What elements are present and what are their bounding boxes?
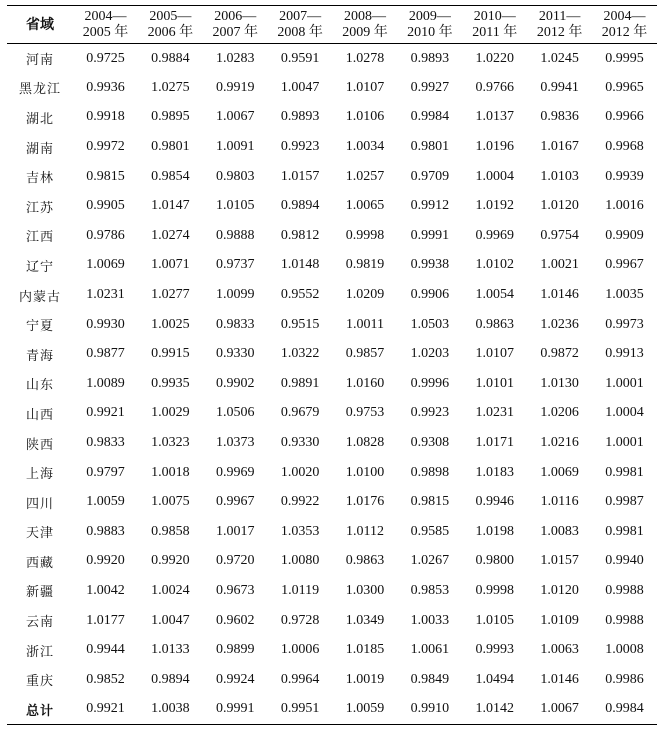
value-cell: 0.9797 bbox=[86, 464, 125, 480]
header-period-end: 2010 年 bbox=[407, 24, 453, 40]
value-cell: 0.9899 bbox=[216, 642, 255, 658]
header-period-end: 2012 年 bbox=[601, 24, 648, 40]
value-cell: 0.9946 bbox=[475, 494, 515, 510]
value-cell: 1.0069 bbox=[540, 464, 579, 480]
table-row bbox=[7, 428, 657, 458]
value-cell: 0.9877 bbox=[86, 346, 125, 362]
value-cell: 0.9766 bbox=[475, 79, 515, 95]
value-cell: 0.9969 bbox=[216, 464, 255, 480]
value-cell: 0.9998 bbox=[475, 582, 515, 598]
value-cell: 0.9753 bbox=[345, 405, 385, 421]
value-cell: 0.9927 bbox=[410, 79, 450, 95]
value-cell: 0.9800 bbox=[475, 553, 515, 569]
value-cell: 0.9863 bbox=[475, 316, 515, 332]
value-cell: 1.0083 bbox=[540, 523, 579, 539]
value-cell: 1.0035 bbox=[605, 287, 644, 303]
table-row bbox=[7, 162, 657, 192]
value-cell: 0.9893 bbox=[280, 109, 320, 125]
value-cell: 1.0503 bbox=[410, 316, 450, 332]
table-row bbox=[7, 665, 657, 695]
value-cell: 0.9863 bbox=[345, 553, 385, 569]
header-period bbox=[73, 6, 138, 44]
header-period-end: 2012 年 bbox=[536, 24, 583, 40]
table-row bbox=[7, 103, 657, 133]
province-name: 青海 bbox=[26, 348, 55, 364]
value-cell: 1.0353 bbox=[280, 523, 320, 539]
province-name: 重庆 bbox=[26, 674, 55, 690]
value-cell: 1.0067 bbox=[216, 109, 255, 125]
table-row bbox=[7, 251, 657, 281]
value-cell: 0.9852 bbox=[86, 671, 125, 687]
value-cell: 1.0183 bbox=[475, 464, 515, 480]
value-cell: 0.9991 bbox=[410, 227, 450, 243]
province-name: 辽宁 bbox=[26, 259, 55, 275]
value-cell: 1.0275 bbox=[151, 79, 190, 95]
province-name: 浙江 bbox=[26, 644, 55, 660]
province-name: 河南 bbox=[26, 53, 55, 69]
value-cell: 0.9986 bbox=[605, 671, 644, 687]
value-cell: 0.9965 bbox=[605, 79, 644, 95]
value-cell: 1.0146 bbox=[540, 671, 579, 687]
value-cell: 1.0033 bbox=[410, 612, 450, 628]
value-cell: 1.0105 bbox=[216, 198, 255, 214]
value-cell: 0.9585 bbox=[410, 523, 450, 539]
value-cell: 0.9981 bbox=[605, 464, 644, 480]
header-period bbox=[268, 6, 333, 44]
value-cell: 0.9966 bbox=[605, 109, 644, 125]
value-cell: 1.0236 bbox=[540, 316, 579, 332]
table-row bbox=[7, 458, 657, 488]
header-row bbox=[7, 6, 657, 44]
value-cell: 0.9552 bbox=[280, 287, 320, 303]
value-cell: 1.0065 bbox=[345, 198, 385, 214]
value-cell: 1.0011 bbox=[346, 316, 384, 332]
table-row bbox=[7, 44, 657, 74]
value-cell: 1.0137 bbox=[475, 109, 515, 125]
value-cell: 0.9673 bbox=[216, 582, 255, 598]
total-label: 总计 bbox=[7, 695, 73, 725]
value-cell: 0.9972 bbox=[86, 139, 125, 155]
value-cell: 0.9801 bbox=[151, 139, 190, 155]
value-cell: 0.9812 bbox=[280, 227, 320, 243]
value-cell: 1.0112 bbox=[346, 523, 384, 539]
value-cell: 1.0061 bbox=[410, 642, 450, 658]
value-cell: 1.0080 bbox=[280, 553, 320, 569]
value-cell: 1.0017 bbox=[216, 523, 255, 539]
value-cell: 1.0025 bbox=[151, 316, 190, 332]
value-cell: 0.9833 bbox=[86, 435, 125, 451]
value-cell: 1.0323 bbox=[151, 435, 190, 451]
header-period-start: 2007— bbox=[279, 8, 322, 24]
value-cell: 0.9725 bbox=[86, 50, 125, 66]
value-cell: 0.9969 bbox=[475, 227, 515, 243]
value-cell: 1.0004 bbox=[475, 168, 515, 184]
value-cell: 0.9915 bbox=[151, 346, 190, 362]
table-row bbox=[7, 547, 657, 577]
value-cell: 1.0063 bbox=[540, 642, 579, 658]
table-row bbox=[7, 606, 657, 636]
value-cell: 0.9833 bbox=[216, 316, 255, 332]
value-cell: 1.0142 bbox=[462, 695, 527, 725]
value-cell: 0.9941 bbox=[540, 79, 579, 95]
province-name: 西藏 bbox=[26, 555, 55, 571]
province-name: 吉林 bbox=[26, 171, 55, 187]
header-period bbox=[397, 6, 462, 44]
value-cell: 1.0148 bbox=[280, 257, 320, 273]
value-cell: 1.0196 bbox=[475, 139, 515, 155]
value-cell: 0.9995 bbox=[605, 50, 644, 66]
value-cell: 1.0373 bbox=[216, 435, 255, 451]
table-row bbox=[7, 487, 657, 517]
value-cell: 1.0198 bbox=[475, 523, 515, 539]
value-cell: 0.9984 bbox=[410, 109, 450, 125]
value-cell: 1.0059 bbox=[86, 494, 125, 510]
value-cell: 0.9996 bbox=[410, 375, 450, 391]
header-province: 省域 bbox=[7, 6, 73, 44]
province-name: 云南 bbox=[26, 615, 55, 631]
value-cell: 1.0160 bbox=[345, 375, 385, 391]
header-period-start: 2011— bbox=[538, 8, 581, 24]
value-cell: 0.9939 bbox=[605, 168, 644, 184]
value-cell: 0.9720 bbox=[216, 553, 255, 569]
value-cell: 1.0157 bbox=[280, 168, 320, 184]
table-row bbox=[7, 399, 657, 429]
province-name: 黑龙江 bbox=[19, 82, 62, 98]
table-row bbox=[7, 191, 657, 221]
province-name: 湖北 bbox=[26, 111, 55, 127]
value-cell: 0.9898 bbox=[410, 464, 450, 480]
value-cell: 1.0185 bbox=[345, 642, 385, 658]
value-cell: 0.9924 bbox=[216, 671, 255, 687]
province-name: 宁夏 bbox=[26, 319, 55, 335]
value-cell: 0.9921 bbox=[86, 405, 125, 421]
value-cell: 0.9754 bbox=[540, 227, 579, 243]
value-cell: 0.9938 bbox=[410, 257, 450, 273]
value-cell: 1.0075 bbox=[151, 494, 190, 510]
value-cell: 0.9895 bbox=[151, 109, 190, 125]
value-cell: 0.9836 bbox=[540, 109, 579, 125]
value-cell: 1.0283 bbox=[216, 50, 255, 66]
value-cell: 0.9801 bbox=[410, 139, 450, 155]
value-cell: 0.9853 bbox=[410, 582, 450, 598]
value-cell: 0.9940 bbox=[605, 553, 644, 569]
value-cell: 0.9920 bbox=[86, 553, 125, 569]
value-cell: 0.9973 bbox=[605, 316, 644, 332]
header-period bbox=[462, 6, 527, 44]
value-cell: 1.0231 bbox=[86, 287, 125, 303]
value-cell: 0.9923 bbox=[410, 405, 450, 421]
value-cell: 1.0116 bbox=[540, 494, 579, 510]
province-name: 湖南 bbox=[26, 141, 55, 157]
header-period-end: 2006 年 bbox=[147, 24, 194, 40]
table-row bbox=[7, 310, 657, 340]
value-cell: 0.9330 bbox=[280, 435, 320, 451]
value-cell: 0.9944 bbox=[86, 642, 125, 658]
header-period-end: 2011 年 bbox=[472, 24, 518, 40]
value-cell: 1.0506 bbox=[216, 405, 255, 421]
province-name: 上海 bbox=[26, 467, 55, 483]
province-name: 江苏 bbox=[26, 200, 55, 216]
value-cell: 0.9987 bbox=[605, 494, 644, 510]
value-cell: 0.9964 bbox=[280, 671, 320, 687]
value-cell: 1.0042 bbox=[86, 582, 125, 598]
value-cell: 0.9803 bbox=[216, 168, 255, 184]
value-cell: 0.9815 bbox=[86, 168, 125, 184]
header-period bbox=[333, 6, 398, 44]
header-period-start: 2008— bbox=[344, 8, 387, 24]
province-name: 山西 bbox=[26, 407, 55, 423]
value-cell: 1.0107 bbox=[475, 346, 515, 362]
value-cell: 0.9515 bbox=[280, 316, 320, 332]
table-header bbox=[7, 6, 657, 44]
value-cell: 0.9918 bbox=[86, 109, 125, 125]
value-cell: 0.9930 bbox=[86, 316, 125, 332]
value-cell: 1.0171 bbox=[475, 435, 515, 451]
value-cell: 1.0105 bbox=[475, 612, 515, 628]
value-cell: 1.0203 bbox=[410, 346, 450, 362]
value-cell: 1.0089 bbox=[86, 375, 125, 391]
value-cell: 1.0021 bbox=[540, 257, 579, 273]
value-cell: 0.9912 bbox=[410, 198, 450, 214]
province-name: 山东 bbox=[26, 378, 55, 394]
value-cell: 0.9891 bbox=[280, 375, 320, 391]
value-cell: 1.0322 bbox=[280, 346, 320, 362]
value-cell: 0.9858 bbox=[151, 523, 190, 539]
value-cell: 1.0001 bbox=[605, 435, 644, 451]
header-period-start: 2004— bbox=[84, 8, 127, 24]
value-cell: 0.9872 bbox=[540, 346, 579, 362]
value-cell: 0.9602 bbox=[216, 612, 255, 628]
value-cell: 0.9709 bbox=[410, 168, 450, 184]
value-cell: 1.0277 bbox=[151, 287, 190, 303]
value-cell: 0.9906 bbox=[410, 287, 450, 303]
value-cell: 1.0206 bbox=[540, 405, 579, 421]
value-cell: 1.0349 bbox=[345, 612, 385, 628]
value-cell: 0.9330 bbox=[216, 346, 255, 362]
header-period-start: 2004— bbox=[603, 8, 646, 24]
value-cell: 1.0059 bbox=[333, 695, 398, 725]
table-row bbox=[7, 517, 657, 547]
value-cell: 1.0300 bbox=[345, 582, 385, 598]
header-period-end: 2005 年 bbox=[82, 24, 129, 40]
value-cell: 0.9913 bbox=[605, 346, 644, 362]
value-cell: 0.9883 bbox=[86, 523, 125, 539]
value-cell: 1.0267 bbox=[410, 553, 450, 569]
province-name: 天津 bbox=[26, 526, 55, 542]
header-period-end: 2009 年 bbox=[342, 24, 388, 40]
value-cell: 1.0146 bbox=[540, 287, 579, 303]
header-period bbox=[527, 6, 592, 44]
header-period-end: 2008 年 bbox=[277, 24, 323, 40]
header-period-start: 2006— bbox=[214, 8, 257, 24]
value-cell: 0.9815 bbox=[410, 494, 450, 510]
value-cell: 0.9894 bbox=[280, 198, 320, 214]
table-row bbox=[7, 576, 657, 606]
data-table bbox=[7, 5, 657, 725]
value-cell: 1.0278 bbox=[345, 50, 385, 66]
value-cell: 0.9922 bbox=[280, 494, 320, 510]
value-cell: 0.9591 bbox=[280, 50, 320, 66]
value-cell: 0.9909 bbox=[605, 227, 644, 243]
value-cell: 1.0016 bbox=[605, 198, 644, 214]
value-cell: 1.0047 bbox=[280, 79, 320, 95]
value-cell: 1.0157 bbox=[540, 553, 579, 569]
value-cell: 0.9998 bbox=[345, 227, 385, 243]
value-cell: 1.0494 bbox=[475, 671, 515, 687]
value-cell: 1.0147 bbox=[151, 198, 190, 214]
value-cell: 0.9679 bbox=[280, 405, 320, 421]
value-cell: 1.0231 bbox=[475, 405, 515, 421]
value-cell: 0.9888 bbox=[216, 227, 255, 243]
value-cell: 1.0828 bbox=[345, 435, 385, 451]
value-cell: 1.0038 bbox=[138, 695, 203, 725]
value-cell: 0.9786 bbox=[86, 227, 125, 243]
value-cell: 0.9737 bbox=[216, 257, 255, 273]
table-body bbox=[7, 44, 657, 725]
value-cell: 1.0176 bbox=[345, 494, 385, 510]
value-cell: 1.0071 bbox=[151, 257, 190, 273]
value-cell: 0.9910 bbox=[397, 695, 462, 725]
value-cell: 1.0099 bbox=[216, 287, 255, 303]
value-cell: 1.0257 bbox=[345, 168, 385, 184]
value-cell: 1.0106 bbox=[345, 109, 385, 125]
value-cell: 1.0018 bbox=[151, 464, 190, 480]
table-row bbox=[7, 635, 657, 665]
value-cell: 0.9919 bbox=[216, 79, 255, 95]
value-cell: 0.9854 bbox=[151, 168, 190, 184]
province-name: 四川 bbox=[26, 496, 55, 512]
value-cell: 1.0120 bbox=[540, 582, 579, 598]
value-cell: 1.0047 bbox=[151, 612, 190, 628]
value-cell: 1.0102 bbox=[475, 257, 515, 273]
value-cell: 1.0220 bbox=[475, 50, 515, 66]
table-row bbox=[7, 339, 657, 369]
table-row bbox=[7, 280, 657, 310]
header-period-end: 2007 年 bbox=[212, 24, 259, 40]
value-cell: 1.0034 bbox=[345, 139, 385, 155]
header-period bbox=[203, 6, 268, 44]
value-cell: 1.0101 bbox=[475, 375, 515, 391]
value-cell: 1.0216 bbox=[540, 435, 579, 451]
value-cell: 1.0192 bbox=[475, 198, 515, 214]
value-cell: 1.0274 bbox=[151, 227, 190, 243]
province-name: 江西 bbox=[26, 230, 55, 246]
province-name: 新疆 bbox=[26, 585, 55, 601]
value-cell: 0.9902 bbox=[216, 375, 255, 391]
value-cell: 0.9923 bbox=[280, 139, 320, 155]
value-cell: 0.9967 bbox=[605, 257, 644, 273]
value-cell: 0.9921 bbox=[73, 695, 138, 725]
value-cell: 0.9988 bbox=[605, 612, 644, 628]
value-cell: 1.0209 bbox=[345, 287, 385, 303]
value-cell: 1.0067 bbox=[527, 695, 592, 725]
header-period bbox=[592, 6, 657, 44]
value-cell: 0.9984 bbox=[592, 695, 657, 725]
table-row bbox=[7, 132, 657, 162]
value-cell: 0.9894 bbox=[151, 671, 190, 687]
value-cell: 1.0008 bbox=[605, 642, 644, 658]
value-cell: 0.9951 bbox=[268, 695, 333, 725]
value-cell: 0.9905 bbox=[86, 198, 125, 214]
value-cell: 1.0120 bbox=[540, 198, 579, 214]
value-cell: 1.0100 bbox=[345, 464, 385, 480]
value-cell: 0.9920 bbox=[151, 553, 190, 569]
value-cell: 0.9936 bbox=[86, 79, 125, 95]
header-period-start: 2010— bbox=[473, 8, 516, 24]
value-cell: 1.0133 bbox=[151, 642, 190, 658]
value-cell: 0.9849 bbox=[410, 671, 450, 687]
value-cell: 1.0091 bbox=[216, 139, 255, 155]
header-period-start: 2009— bbox=[408, 8, 451, 24]
header-period bbox=[138, 6, 203, 44]
value-cell: 1.0107 bbox=[345, 79, 385, 95]
table-row bbox=[7, 221, 657, 251]
value-cell: 1.0177 bbox=[86, 612, 125, 628]
value-cell: 1.0130 bbox=[540, 375, 579, 391]
value-cell: 0.9857 bbox=[345, 346, 385, 362]
value-cell: 1.0019 bbox=[345, 671, 385, 687]
value-cell: 0.9981 bbox=[605, 523, 644, 539]
value-cell: 0.9968 bbox=[605, 139, 644, 155]
value-cell: 1.0119 bbox=[281, 582, 320, 598]
value-cell: 1.0103 bbox=[540, 168, 579, 184]
table-row bbox=[7, 369, 657, 399]
value-cell: 1.0001 bbox=[605, 375, 644, 391]
value-cell: 0.9893 bbox=[410, 50, 450, 66]
value-cell: 1.0024 bbox=[151, 582, 190, 598]
value-cell: 1.0054 bbox=[475, 287, 515, 303]
value-cell: 0.9728 bbox=[280, 612, 320, 628]
province-name: 内蒙古 bbox=[19, 289, 62, 305]
value-cell: 1.0029 bbox=[151, 405, 190, 421]
value-cell: 0.9935 bbox=[151, 375, 190, 391]
value-cell: 0.9993 bbox=[475, 642, 515, 658]
value-cell: 1.0020 bbox=[280, 464, 320, 480]
value-cell: 0.9884 bbox=[151, 50, 190, 66]
value-cell: 0.9988 bbox=[605, 582, 644, 598]
value-cell: 1.0069 bbox=[86, 257, 125, 273]
value-cell: 1.0004 bbox=[605, 405, 644, 421]
header-period-start: 2005— bbox=[149, 8, 192, 24]
value-cell: 0.9991 bbox=[203, 695, 268, 725]
value-cell: 0.9308 bbox=[410, 435, 450, 451]
total-row bbox=[7, 695, 657, 725]
value-cell: 0.9967 bbox=[216, 494, 255, 510]
value-cell: 0.9819 bbox=[345, 257, 385, 273]
value-cell: 1.0109 bbox=[540, 612, 579, 628]
province-name: 陕西 bbox=[26, 437, 55, 453]
table-row bbox=[7, 73, 657, 103]
value-cell: 1.0006 bbox=[280, 642, 320, 658]
value-cell: 1.0167 bbox=[540, 139, 579, 155]
value-cell: 1.0245 bbox=[540, 50, 579, 66]
